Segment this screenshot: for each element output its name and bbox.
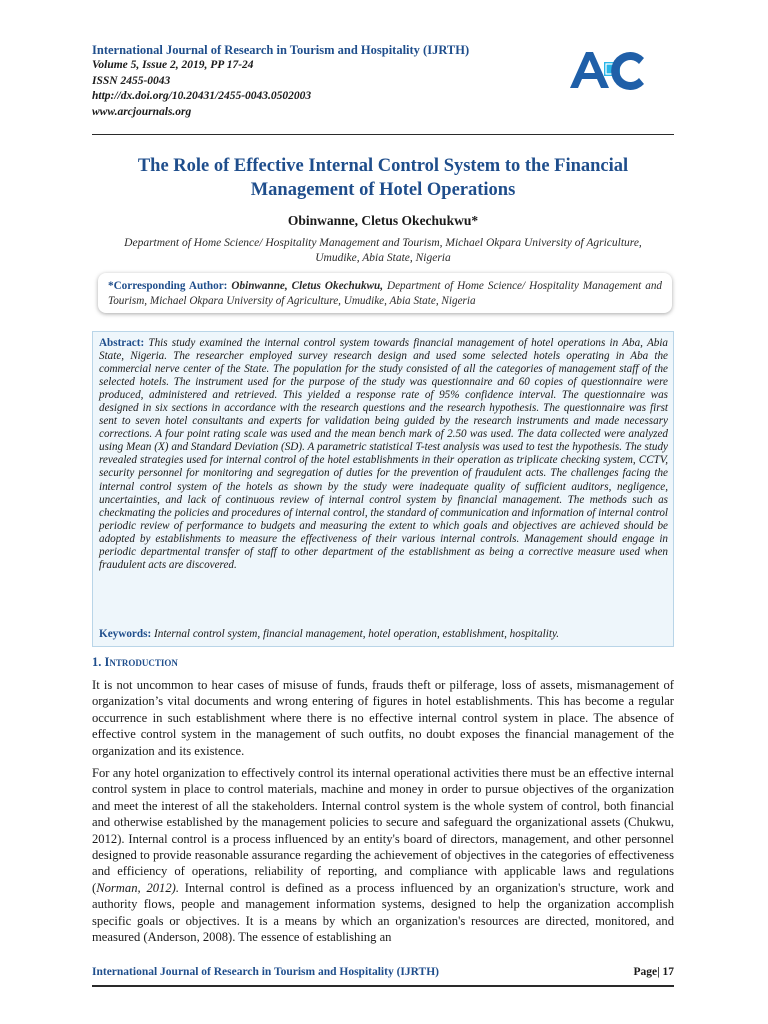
journal-issn: ISSN 2455-0043 (92, 74, 171, 87)
section-heading (92, 655, 178, 670)
keywords (99, 628, 668, 640)
paragraph-2-citation: Norman, 2012). (96, 880, 179, 895)
keywords-label: Keywords: (99, 628, 152, 640)
journal-doi[interactable]: http://dx.doi.org/10.20431/2455-0043.0502003 (92, 90, 312, 102)
paragraph-2-text-b: Internal control is defined as a process influenced by an organization's structure, work and authority flows, people and management information systems, designed to help the organization accomplish specific goals or objectives. It is a means by which an organization's resources are directed, monitored, and measured (Anderson, 2008). The essence of establishing an (92, 880, 674, 945)
intro-paragraph-1: It is not uncommon to hear cases of misuse of funds, frauds theft or pilferage, loss of assets, mismanagement of organization’s vital documents and wrong entering of figures in hotel establishments. This has become a regular occurrence in such establishment where there is no effective internal control system in place. The absence of effective control system in the management of such outfits, no doubt exposes the financial management of the organization and its existence. (92, 678, 674, 758)
corresponding-label: *Corresponding Author: (108, 280, 228, 292)
page-footer (92, 966, 674, 978)
arc-logo (566, 42, 656, 94)
paper-title (92, 154, 674, 202)
title-line-2: Management of Hotel Operations (250, 180, 516, 200)
header-rule (92, 134, 674, 135)
abstract-body: This study examined the internal control system towards financial management of hotel operations in Aba, Abia State, Nigeria. The researcher employed survey research design and used some selected hotels operating in Aba the commercial nerve center of the State. The population for the study consisted of all the categories of management staff of the selected hotels. The instrument used for the purpose of the study was questionnaire and 60 copies of questionnaire were produced, administered and retrieved. This yielded a response rate of 95% confidence interval. The questionnaire was designed in six sections in accordance with the research questions and the research hypothesis. The questionnaire was first sent to seven hotel consultants and experts for validation being guided by the research instruments and made necessary corrections. A four point rating scale was used and the mean bench mark of 2.50 was used. The data collected were analyzed using Mean (X) and Standard Deviation (SD). A parametric statistical T-test analysis was used to test the hypothesis. The study revealed strategies used for internal control of the hotel establishments in their operation as triplicate checking system, CCTV, security personnel for monitoring and segregation of duties for the prevention of fraudulent acts. The challenges facing the internal control system of the hotels as shown by the study were inadequate quality of sufficient auditors, negligence, uncertainties, and lack of continuous review of internal control system by financial management. The methods such as checkmating the policies and procedures of internal control, the standard of communication and information of internal control periodic review of performance to budgets and measuring the extent to which goals and objectives are achieved should be adopted by establishments to measure the effectiveness of their various internal controls. Management should engage in periodic departmental transfer of staff to other department of the establishment as being a corrective measure used when fraudulent acts are discovered. (99, 337, 668, 571)
journal-volume: Volume 5, Issue 2, 2019, PP 17-24 (92, 59, 254, 71)
journal-website[interactable]: www.arcjournals.org (92, 105, 192, 118)
title-line-1: The Role of Effective Internal Control System to the Financial (137, 156, 629, 176)
arc-logo-graphic (566, 42, 656, 94)
footer-rule (92, 985, 674, 987)
intro-paragraph-2 (92, 765, 674, 945)
corresponding-affiliation: Department of Home Science/ Hospitality Management and Tourism, Michael Okpara University of Agriculture, Umudike, Abia State, Nigeria (108, 280, 663, 307)
keywords-body: Internal control system, financial management, hotel operation, establishment, hospitality. (154, 628, 560, 640)
corresponding-name: Obinwanne, Cletus Okechukwu, (231, 280, 384, 292)
author-name: Obinwanne, Cletus Okechukwu* (287, 213, 479, 228)
author-affiliation: Department of Home Science/ Hospitality Management and Tourism, Michael Okpara University of Agriculture, Umudike, Abia State, Nigeria (124, 237, 642, 264)
section-title: Introduction (104, 655, 178, 669)
footer-journal-name: International Journal of Research in Tourism and Hospitality (IJRTH) (92, 966, 439, 978)
abstract-box (92, 331, 674, 647)
paragraph-2-text-a: For any hotel organization to effectively control its internal operational activities there must be an effective internal control system in place to control materials, machine and money in order to pursue objectives of the organization and meet the interest of all the stakeholders. Internal control system is the whole system of control, both financial and otherwise established by the management policies to secure and safeguard the organizational assets (Chukwu, 2012). Internal control is a process influenced by an entity's board of directors, management, and other personnel designed to provide reasonable assurance regarding the achievement of objectives in the categories of effectiveness and efficiency of operations, reliability of reporting, and compliance with applicable laws and regulations ( (92, 766, 674, 895)
abstract (99, 337, 668, 572)
journal-info (92, 42, 522, 120)
journal-name: International Journal of Research in Tourism and Hospitality (IJRTH) (92, 43, 470, 57)
section-number: 1. (92, 655, 102, 669)
corresponding-author-text (108, 279, 662, 308)
corresponding-author-box (98, 273, 672, 313)
page-number: Page| 17 (633, 966, 674, 978)
abstract-label: Abstract: (99, 337, 145, 349)
